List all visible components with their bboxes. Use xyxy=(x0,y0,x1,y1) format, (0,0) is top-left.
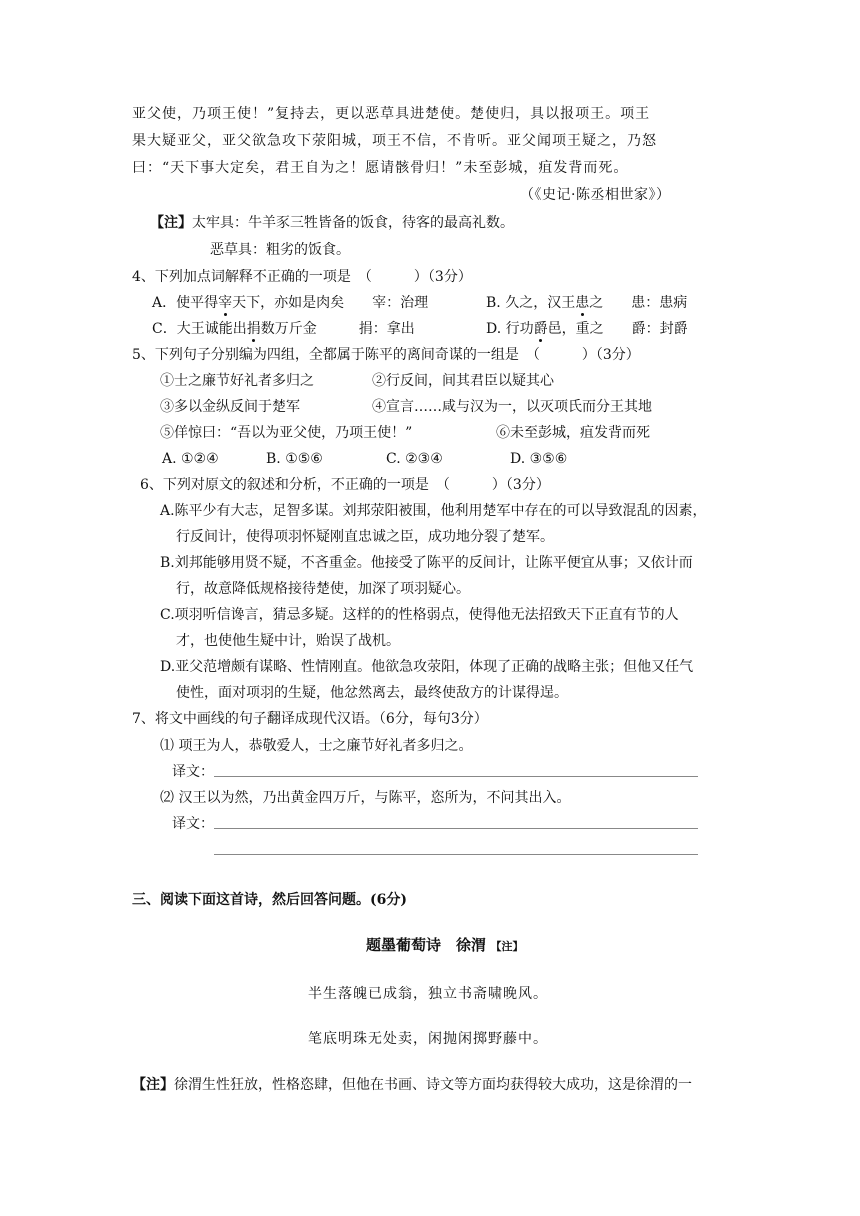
q5-sentence-4: ④宣言……咸与汉为一，以灭项氏而分王其地 xyxy=(372,399,652,415)
q6-option-d-line-1: D.亚父范增颇有谋略、性情刚直。他欲急攻荥阳，体现了正确的战略主张；但他又任气 xyxy=(160,659,694,675)
q6-stem: 6、下列对原文的叙述和分析，不正确的一项是 （ ）（3分） xyxy=(140,477,550,493)
q4-option-b xyxy=(486,293,687,313)
q4-b-post: 之 患：患病 xyxy=(589,295,688,311)
q7-sentence-1: ⑴ 项王为人，恭敬爱人，士之廉节好礼者多归之。 xyxy=(160,738,473,754)
q4-a-pre: A．使平得 xyxy=(152,295,219,311)
q5-sentence-5: ⑤佯惊曰：“吾以为亚父使，乃项王使！” xyxy=(160,425,413,441)
q7-answer-line-2[interactable] xyxy=(214,828,698,829)
note-label: 【注】 xyxy=(150,215,192,231)
note-1 xyxy=(150,213,514,233)
q5-option-d: D. ③⑤⑥ xyxy=(510,451,568,467)
q6-option-c-line-2: 才，也使他生疑中计，贻误了战机。 xyxy=(176,633,400,649)
q4-c-dotted-word: 捐 xyxy=(246,321,261,337)
poem-line-2: 笔底明珠无处卖，闲抛闲掷野藤中。 xyxy=(308,1031,548,1047)
poem-title-block xyxy=(366,935,523,957)
passage-line-3: 曰：“天下事大定矣，君王自为之！愿请骸骨归！”未至彭城，疽发背而死。 xyxy=(132,160,629,176)
q5-sentence-2: ②行反间，间其君臣以疑其心 xyxy=(372,373,554,389)
passage-line-1: 亚父使，乃项王使！”复持去，更以恶草具进楚使。楚使归，具以报项王。项王 xyxy=(132,106,651,122)
q5-option-a: A. ①②④ xyxy=(162,451,219,467)
passage-source: （《史记·陈丞相世家》） xyxy=(520,187,671,203)
q5-sentence-3: ③多以金纵反间于楚军 xyxy=(160,399,300,415)
poem-title-note: 【注】 xyxy=(490,940,524,953)
q6-option-b-line-1: B.刘邦能够用贤不疑，不吝重金。他接受了陈平的反间计，让陈平便宜从事；又依计而 xyxy=(160,555,693,571)
section-3-heading: 三、阅读下面这首诗，然后回答问题。(6分) xyxy=(132,892,407,908)
q5-option-b: B. ①⑤⑥ xyxy=(266,451,323,467)
note-2: 恶草具：粗劣的饭食。 xyxy=(210,242,350,258)
q6-option-a-line-2: 行反间计，使得项羽怀疑刚直忠诚之臣，成功地分裂了楚军。 xyxy=(176,529,554,545)
q4-c-pre: C．大王诚能出 xyxy=(152,321,247,337)
q4-option-a xyxy=(152,293,428,313)
q4-b-dotted-word: 患 xyxy=(575,295,590,311)
q7-stem: 7、将文中画线的句子翻译成现代汉语。（6分，每句3分） xyxy=(132,711,488,727)
q6-option-a-line-1: A.陈平少有大志，足智多谋。刘邦荥阳被围，他利用楚军中存在的可以导致混乱的因素， xyxy=(160,503,707,519)
q7-answer-line-1[interactable] xyxy=(214,776,698,777)
q4-option-d xyxy=(486,319,688,339)
q4-b-pre: B. 久之，汉王 xyxy=(486,295,576,311)
q4-c-post: 数万斤金 捐：拿出 xyxy=(260,321,415,337)
note-1-text: 太牢具：牛羊豕三牲皆备的饭食，待客的最高礼数。 xyxy=(192,215,514,231)
q5-option-c: C. ②③④ xyxy=(386,451,443,467)
q5-stem: 5、下列句子分别编为四组，全都属于陈平的离间奇谋的一组是 （ ）（3分） xyxy=(132,347,640,363)
poem-line-1: 半生落魄已成翁，独立书斋啸晚风。 xyxy=(308,986,548,1002)
q5-sentence-6: ⑥未至彭城，疽发背而死 xyxy=(496,425,650,441)
q4-stem: 4、下列加点词解释不正确的一项是 （ ）（3分） xyxy=(132,269,472,285)
q4-a-post: 天下，亦如是肉矣 宰：治理 xyxy=(232,295,429,311)
q7-answer-line-3[interactable] xyxy=(214,854,698,855)
q5-sentence-1: ①士之廉节好礼者多归之 xyxy=(160,373,314,389)
q7-answer-label-1: 译文： xyxy=(172,764,214,780)
q6-option-c-line-1: C.项羽听信谗言，猜忌多疑。这样的的性格弱点，使得他无法招致天下正直有节的人 xyxy=(160,607,679,623)
poem-note xyxy=(132,1075,692,1095)
q4-a-dotted-word: 宰 xyxy=(218,295,233,311)
passage-line-2: 果大疑亚父，亚父欲急攻下荥阳城，项王不信，不肯听。亚父闻项王疑之，乃怒 xyxy=(132,133,657,149)
q4-d-dotted-word: 爵 xyxy=(533,321,548,337)
q6-option-d-line-2: 使性，面对项羽的生疑，他忿然离去，最终使敌方的计谋得逞。 xyxy=(176,685,568,701)
poem-note-text: 徐渭生性狂放，性格恣肆，但他在书画、诗文等方面均获得较大成功，这是徐渭的一 xyxy=(174,1077,692,1093)
poem-note-label: 【注】 xyxy=(132,1077,174,1093)
q4-d-post: 邑，重之 爵：封爵 xyxy=(547,321,688,337)
q7-answer-label-2: 译文： xyxy=(172,816,214,832)
q7-sentence-2: ⑵ 汉王以为然，乃出黄金四万斤，与陈平，恣所为，不问其出入。 xyxy=(160,790,571,806)
q4-d-pre: D. 行功 xyxy=(486,321,534,337)
q6-option-b-line-2: 行，故意降低规格接待楚使，加深了项羽疑心。 xyxy=(176,581,470,597)
poem-title: 题墨葡萄诗 徐渭 xyxy=(366,936,487,954)
q4-option-c xyxy=(152,319,415,339)
